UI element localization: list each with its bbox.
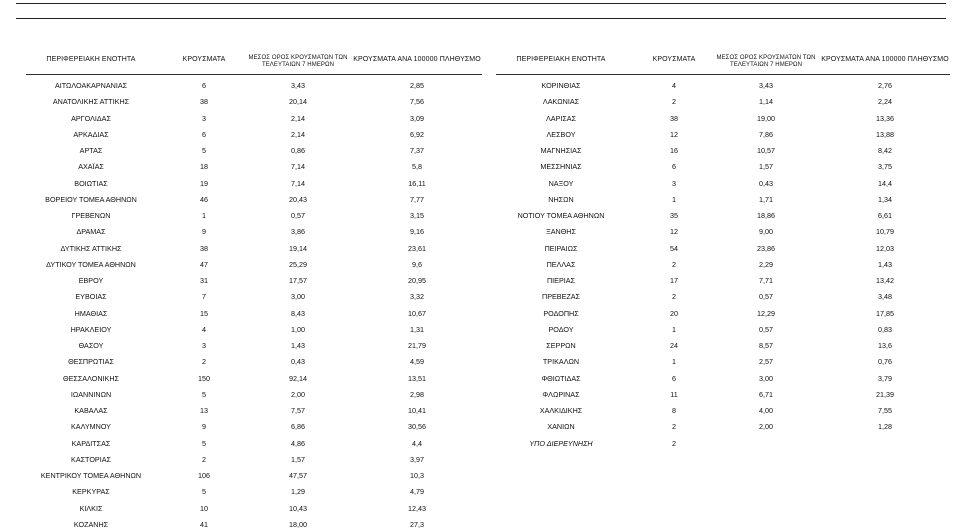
cases-cell: 20 bbox=[670, 308, 678, 318]
region-cell: ΒΟΙΩΤΙΑΣ bbox=[74, 178, 108, 188]
table-row bbox=[0, 114, 958, 124]
per100k-cell: 30,56 bbox=[408, 422, 426, 432]
table-row bbox=[0, 244, 958, 254]
region-cell: ΠΕΙΡΑΙΩΣ bbox=[544, 243, 578, 253]
region-cell: ΚΑΣΤΟΡΙΑΣ bbox=[71, 454, 111, 464]
region-cell: ΑΝΑΤΟΛΙΚΗΣ ΑΤΤΙΚΗΣ bbox=[52, 97, 130, 107]
per100k-cell: 3,32 bbox=[410, 292, 424, 302]
avg-cell: 2,29 bbox=[759, 259, 773, 269]
cases-cell: 2 bbox=[672, 438, 676, 448]
per100k-cell: 6,61 bbox=[878, 211, 892, 220]
region-cell: ΑΧΑΪΑΣ bbox=[78, 162, 104, 172]
region-cell: ΚΕΝΤΡΙΚΟΥ ΤΟΜΕΑ ΑΘΗΝΩΝ bbox=[40, 471, 142, 480]
cases-cell: 9 bbox=[202, 227, 206, 237]
region-cell: ΝΗΣΩΝ bbox=[548, 194, 574, 204]
region-cell: ΦΛΩΡΙΝΑΣ bbox=[542, 389, 580, 399]
avg-cell: 18,86 bbox=[757, 211, 775, 220]
table-row bbox=[0, 162, 958, 172]
table-row bbox=[0, 504, 958, 514]
header-avg-line2: ΤΕΛΕΥΤΑΙΩΝ 7 ΗΜΕΡΩΝ bbox=[729, 62, 803, 68]
per100k-cell: 1,28 bbox=[878, 422, 892, 432]
region-cell: ΘΕΣΠΡΩΤΙΑΣ bbox=[68, 357, 114, 367]
cases-cell: 5 bbox=[202, 389, 206, 399]
cases-cell: 46 bbox=[200, 194, 208, 204]
region-cell: ΚΙΛΚΙΣ bbox=[79, 503, 103, 513]
per100k-cell: 9,6 bbox=[412, 259, 422, 269]
per100k-cell: 5,8 bbox=[412, 162, 422, 172]
right-header-underline bbox=[496, 74, 950, 75]
avg-cell: 47,57 bbox=[289, 471, 307, 480]
region-cell: ΕΒΡΟΥ bbox=[78, 276, 104, 285]
cases-cell: 7 bbox=[202, 292, 206, 302]
table-row bbox=[0, 130, 958, 140]
avg-cell: 0,43 bbox=[759, 178, 773, 188]
cases-cell: 1 bbox=[672, 324, 676, 334]
region-cell: ΛΑΡΙΣΑΣ bbox=[545, 113, 577, 123]
region-cell: ΦΘΙΩΤΙΔΑΣ bbox=[541, 373, 581, 383]
per100k-cell: 13,88 bbox=[876, 129, 894, 139]
header-avg-line2: ΤΕΛΕΥΤΑΙΩΝ 7 ΗΜΕΡΩΝ bbox=[261, 62, 335, 68]
cases-cell: 5 bbox=[202, 146, 206, 155]
cases-cell: 9 bbox=[202, 422, 206, 432]
region-cell: ΗΡΑΚΛΕΙΟΥ bbox=[70, 324, 112, 334]
per100k-cell: 10,3 bbox=[410, 471, 424, 480]
table-row bbox=[0, 406, 958, 416]
table-row bbox=[0, 374, 958, 384]
region-cell: ΝΟΤΙΟΥ ΤΟΜΕΑ ΑΘΗΝΩΝ bbox=[517, 211, 605, 220]
per100k-cell: 17,85 bbox=[876, 308, 894, 318]
cases-cell: 31 bbox=[200, 276, 208, 285]
per100k-cell: 21,39 bbox=[876, 389, 894, 399]
table-row bbox=[0, 455, 958, 465]
avg-cell: 9,00 bbox=[759, 227, 773, 237]
header-cases: ΚΡΟΥΣΜΑΤΑ bbox=[182, 56, 226, 63]
avg-cell: 2,00 bbox=[759, 422, 773, 432]
table-row bbox=[0, 292, 958, 302]
avg-cell: 0,57 bbox=[291, 211, 305, 220]
table-row bbox=[0, 81, 958, 91]
header-avg bbox=[238, 55, 358, 69]
region-cell: ΚΟΖΑΝΗΣ bbox=[73, 519, 109, 529]
table-row bbox=[0, 146, 958, 156]
per100k-cell: 2,24 bbox=[878, 97, 892, 107]
per100k-cell: 10,41 bbox=[408, 406, 426, 415]
avg-cell: 0,86 bbox=[291, 146, 305, 155]
per100k-cell: 16,11 bbox=[408, 178, 426, 188]
cases-cell: 16 bbox=[670, 146, 678, 155]
per100k-cell: 10,67 bbox=[408, 308, 426, 318]
region-cell: ΛΑΚΩΝΙΑΣ bbox=[542, 97, 580, 107]
region-cell: ΤΡΙΚΑΛΩΝ bbox=[542, 357, 580, 367]
avg-cell: 10,43 bbox=[289, 503, 307, 513]
region-cell: ΔΥΤΙΚΟΥ ΤΟΜΕΑ ΑΘΗΝΩΝ bbox=[46, 259, 136, 269]
table-row bbox=[0, 390, 958, 400]
region-cell: ΡΟΔΟΠΗΣ bbox=[543, 308, 579, 318]
per100k-cell: 8,42 bbox=[878, 146, 892, 155]
table-row bbox=[0, 487, 958, 497]
avg-cell: 3,43 bbox=[291, 81, 305, 90]
region-cell: ΜΕΣΣΗΝΙΑΣ bbox=[540, 162, 582, 172]
avg-cell: 1,43 bbox=[291, 341, 305, 350]
per100k-cell: 0,83 bbox=[878, 324, 892, 334]
avg-cell: 25,29 bbox=[289, 259, 307, 269]
avg-cell: 3,43 bbox=[759, 81, 773, 90]
avg-cell: 1,29 bbox=[291, 487, 305, 497]
table-row bbox=[0, 325, 958, 335]
per100k-cell: 2,76 bbox=[878, 81, 892, 90]
avg-cell: 3,00 bbox=[291, 292, 305, 302]
cases-cell: 8 bbox=[672, 406, 676, 415]
per100k-cell: 1,31 bbox=[410, 324, 424, 334]
per100k-cell: 6,92 bbox=[410, 129, 424, 139]
per100k-cell: 1,34 bbox=[878, 194, 892, 204]
cases-cell: 13 bbox=[200, 406, 208, 415]
table-row bbox=[0, 260, 958, 270]
avg-cell: 0,57 bbox=[759, 324, 773, 334]
table-row bbox=[0, 520, 958, 530]
per100k-cell: 14,4 bbox=[878, 178, 892, 188]
table-row bbox=[0, 309, 958, 319]
avg-cell: 4,86 bbox=[291, 438, 305, 448]
per100k-cell: 4,4 bbox=[412, 438, 422, 448]
region-cell: ΘΑΣΟΥ bbox=[78, 341, 104, 350]
avg-cell: 17,57 bbox=[289, 276, 307, 285]
region-cell: ΧΑΛΚΙΔΙΚΗΣ bbox=[539, 406, 583, 415]
cases-cell: 18 bbox=[200, 162, 208, 172]
cases-cell: 12 bbox=[670, 227, 678, 237]
per100k-cell: 3,09 bbox=[410, 113, 424, 123]
top-rule bbox=[16, 3, 946, 4]
region-cell: ΑΙΤΩΛΟΑΚΑΡΝΑΝΙΑΣ bbox=[54, 81, 128, 90]
header-rule bbox=[16, 18, 946, 19]
avg-cell: 20,43 bbox=[289, 194, 307, 204]
cases-cell: 11 bbox=[670, 389, 678, 399]
per100k-cell: 13,51 bbox=[408, 373, 426, 383]
cases-cell: 2 bbox=[672, 97, 676, 107]
table-row bbox=[0, 227, 958, 237]
region-cell: ΚΑΒΑΛΑΣ bbox=[74, 406, 108, 415]
per100k-cell: 20,95 bbox=[408, 276, 426, 285]
avg-cell: 2,14 bbox=[291, 129, 305, 139]
region-cell: ΔΥΤΙΚΗΣ ΑΤΤΙΚΗΣ bbox=[60, 243, 122, 253]
cases-cell: 2 bbox=[202, 454, 206, 464]
region-cell: ΑΡΓΟΛΙΔΑΣ bbox=[71, 113, 111, 123]
per100k-cell: 23,61 bbox=[408, 243, 426, 253]
per100k-cell: 10,79 bbox=[876, 227, 894, 237]
cases-cell: 4 bbox=[672, 81, 676, 90]
cases-cell: 19 bbox=[200, 178, 208, 188]
avg-cell: 2,57 bbox=[759, 357, 773, 367]
region-cell: ΣΕΡΡΩΝ bbox=[546, 341, 576, 350]
avg-cell: 6,71 bbox=[759, 389, 773, 399]
avg-cell: 0,43 bbox=[291, 357, 305, 367]
region-cell: ΥΠΟ ΔΙΕΡΕΥΝΗΣΗ bbox=[529, 438, 593, 448]
region-cell: ΚΟΡΙΝΘΙΑΣ bbox=[541, 81, 581, 90]
avg-cell: 23,86 bbox=[757, 243, 775, 253]
avg-cell: 1,57 bbox=[759, 162, 773, 172]
per100k-cell: 9,16 bbox=[410, 227, 424, 237]
table-row bbox=[0, 179, 958, 189]
per100k-cell: 2,98 bbox=[410, 389, 424, 399]
per100k-cell: 2,85 bbox=[410, 81, 424, 90]
avg-cell: 1,14 bbox=[759, 97, 773, 107]
avg-cell: 2,14 bbox=[291, 113, 305, 123]
table-row bbox=[0, 211, 958, 221]
cases-cell: 6 bbox=[202, 81, 206, 90]
cases-cell: 4 bbox=[202, 324, 206, 334]
per100k-cell: 13,6 bbox=[878, 341, 892, 350]
avg-cell: 12,29 bbox=[757, 308, 775, 318]
region-cell: ΝΑΞΟΥ bbox=[548, 178, 574, 188]
per100k-cell: 12,03 bbox=[876, 243, 894, 253]
cases-cell: 17 bbox=[670, 276, 678, 285]
avg-cell: 3,00 bbox=[759, 373, 773, 383]
region-cell: ΔΡΑΜΑΣ bbox=[76, 227, 106, 237]
cases-cell: 12 bbox=[670, 129, 678, 139]
avg-cell: 2,00 bbox=[291, 389, 305, 399]
region-cell: ΡΟΔΟΥ bbox=[548, 324, 574, 334]
cases-cell: 35 bbox=[670, 211, 678, 220]
cases-cell: 2 bbox=[202, 357, 206, 367]
table-row bbox=[0, 422, 958, 432]
cases-cell: 41 bbox=[200, 519, 208, 529]
cases-cell: 1 bbox=[672, 357, 676, 367]
region-cell: ΒΟΡΕΙΟΥ ΤΟΜΕΑ ΑΘΗΝΩΝ bbox=[45, 194, 137, 204]
header-per100k: ΚΡΟΥΣΜΑΤΑ ΑΝΑ 100000 ΠΛΗΘΥΣΜΟ bbox=[353, 56, 481, 63]
region-cell: ΘΕΣΣΑΛΟΝΙΚΗΣ bbox=[63, 373, 119, 383]
avg-cell: 19,00 bbox=[757, 113, 775, 123]
header-avg-line1: ΜΕΣΟΣ ΟΡΟΣ ΚΡΟΥΣΜΑΤΩΝ ΤΩΝ bbox=[248, 55, 348, 61]
avg-cell: 0,57 bbox=[759, 292, 773, 302]
avg-cell: 6,86 bbox=[291, 422, 305, 432]
cases-cell: 38 bbox=[200, 243, 208, 253]
cases-cell: 2 bbox=[672, 259, 676, 269]
cases-cell: 1 bbox=[202, 211, 206, 220]
per100k-cell: 4,59 bbox=[410, 357, 424, 367]
region-cell: ΚΑΛΥΜΝΟΥ bbox=[71, 422, 111, 432]
table-row bbox=[0, 439, 958, 449]
per100k-cell: 13,36 bbox=[876, 113, 894, 123]
per100k-cell: 3,79 bbox=[878, 373, 892, 383]
region-cell: ΕΥΒΟΙΑΣ bbox=[75, 292, 107, 302]
cases-cell: 6 bbox=[672, 373, 676, 383]
avg-cell: 1,71 bbox=[759, 194, 773, 204]
cases-cell: 5 bbox=[202, 438, 206, 448]
per100k-cell: 3,15 bbox=[410, 211, 424, 220]
per100k-cell: 7,55 bbox=[878, 406, 892, 415]
per100k-cell: 3,75 bbox=[878, 162, 892, 172]
avg-cell: 92,14 bbox=[289, 373, 307, 383]
region-cell: ΙΩΑΝΝΙΝΩΝ bbox=[70, 389, 112, 399]
table-row bbox=[0, 471, 958, 481]
table-row bbox=[0, 357, 958, 367]
cases-cell: 38 bbox=[200, 97, 208, 107]
per100k-cell: 7,77 bbox=[410, 194, 424, 204]
cases-cell: 5 bbox=[202, 487, 206, 497]
header-avg-line1: ΜΕΣΟΣ ΟΡΟΣ ΚΡΟΥΣΜΑΤΩΝ ΤΩΝ bbox=[716, 55, 816, 61]
avg-cell: 18,00 bbox=[289, 519, 307, 529]
cases-cell: 150 bbox=[198, 373, 210, 383]
region-cell: ΠΙΕΡΙΑΣ bbox=[546, 276, 575, 285]
cases-cell: 3 bbox=[202, 341, 206, 350]
cases-cell: 2 bbox=[672, 292, 676, 302]
avg-cell: 1,00 bbox=[291, 324, 305, 334]
per100k-cell: 13,42 bbox=[876, 276, 894, 285]
cases-cell: 47 bbox=[200, 259, 208, 269]
cases-cell: 38 bbox=[670, 113, 678, 123]
region-cell: ΛΕΣΒΟΥ bbox=[546, 129, 576, 139]
per100k-cell: 27,3 bbox=[410, 519, 424, 529]
per100k-cell: 3,48 bbox=[878, 292, 892, 302]
avg-cell: 10,57 bbox=[757, 146, 775, 155]
avg-cell: 3,86 bbox=[291, 227, 305, 237]
avg-cell: 4,00 bbox=[759, 406, 773, 415]
cases-cell: 54 bbox=[670, 243, 678, 253]
cases-cell: 15 bbox=[200, 308, 208, 318]
region-cell: ΗΜΑΘΙΑΣ bbox=[74, 308, 108, 318]
region-cell: ΠΡΕΒΕΖΑΣ bbox=[542, 292, 580, 302]
avg-cell: 8,43 bbox=[291, 308, 305, 318]
avg-cell: 8,57 bbox=[759, 341, 773, 350]
region-cell: ΠΕΛΛΑΣ bbox=[546, 259, 576, 269]
region-cell: ΞΑΝΘΗΣ bbox=[546, 227, 576, 237]
avg-cell: 7,14 bbox=[291, 178, 305, 188]
cases-cell: 6 bbox=[202, 129, 206, 139]
per100k-cell: 1,43 bbox=[878, 259, 892, 269]
table-row bbox=[0, 276, 958, 286]
cases-cell: 24 bbox=[670, 341, 678, 350]
table-row bbox=[0, 341, 958, 351]
header-region: ΠΕΡΙΦΕΡΕΙΑΚΗ ΕΝΟΤΗΤΑ bbox=[516, 56, 606, 63]
avg-cell: 7,14 bbox=[291, 162, 305, 172]
avg-cell: 7,57 bbox=[291, 406, 305, 415]
header-per100k: ΚΡΟΥΣΜΑΤΑ ΑΝΑ 100000 ΠΛΗΘΥΣΜΟ bbox=[821, 56, 949, 63]
avg-cell: 7,86 bbox=[759, 129, 773, 139]
region-cell: ΚΑΡΔΙΤΣΑΣ bbox=[71, 438, 111, 448]
header-avg bbox=[706, 55, 826, 69]
cases-cell: 106 bbox=[198, 471, 210, 480]
header-region: ΠΕΡΙΦΕΡΕΙΑΚΗ ΕΝΟΤΗΤΑ bbox=[46, 56, 136, 63]
cases-cell: 10 bbox=[200, 503, 208, 513]
cases-cell: 6 bbox=[672, 162, 676, 172]
region-cell: ΑΡΤΑΣ bbox=[79, 146, 103, 155]
avg-cell: 7,71 bbox=[759, 276, 773, 285]
per100k-cell: 4,79 bbox=[410, 487, 424, 497]
region-cell: ΚΕΡΚΥΡΑΣ bbox=[72, 487, 110, 497]
avg-cell: 19,14 bbox=[289, 243, 307, 253]
cases-cell: 3 bbox=[202, 113, 206, 123]
cases-cell: 1 bbox=[672, 194, 676, 204]
region-cell: ΓΡΕΒΕΝΩΝ bbox=[71, 211, 111, 220]
region-cell: ΧΑΝΙΩΝ bbox=[547, 422, 575, 432]
region-cell: ΜΑΓΝΗΣΙΑΣ bbox=[540, 146, 582, 155]
left-header-underline bbox=[26, 74, 482, 75]
table-row bbox=[0, 97, 958, 107]
cases-cell: 2 bbox=[672, 422, 676, 432]
table-row bbox=[0, 195, 958, 205]
cases-cell: 3 bbox=[672, 178, 676, 188]
per100k-cell: 3,97 bbox=[410, 454, 424, 464]
header-cases: ΚΡΟΥΣΜΑΤΑ bbox=[652, 56, 696, 63]
per100k-cell: 0,76 bbox=[878, 357, 892, 367]
per100k-cell: 7,56 bbox=[410, 97, 424, 107]
region-cell: ΑΡΚΑΔΙΑΣ bbox=[73, 129, 109, 139]
per100k-cell: 12,43 bbox=[408, 503, 426, 513]
avg-cell: 1,57 bbox=[291, 454, 305, 464]
avg-cell: 20,14 bbox=[289, 97, 307, 107]
per100k-cell: 21,79 bbox=[408, 341, 426, 350]
per100k-cell: 7,37 bbox=[410, 146, 424, 155]
